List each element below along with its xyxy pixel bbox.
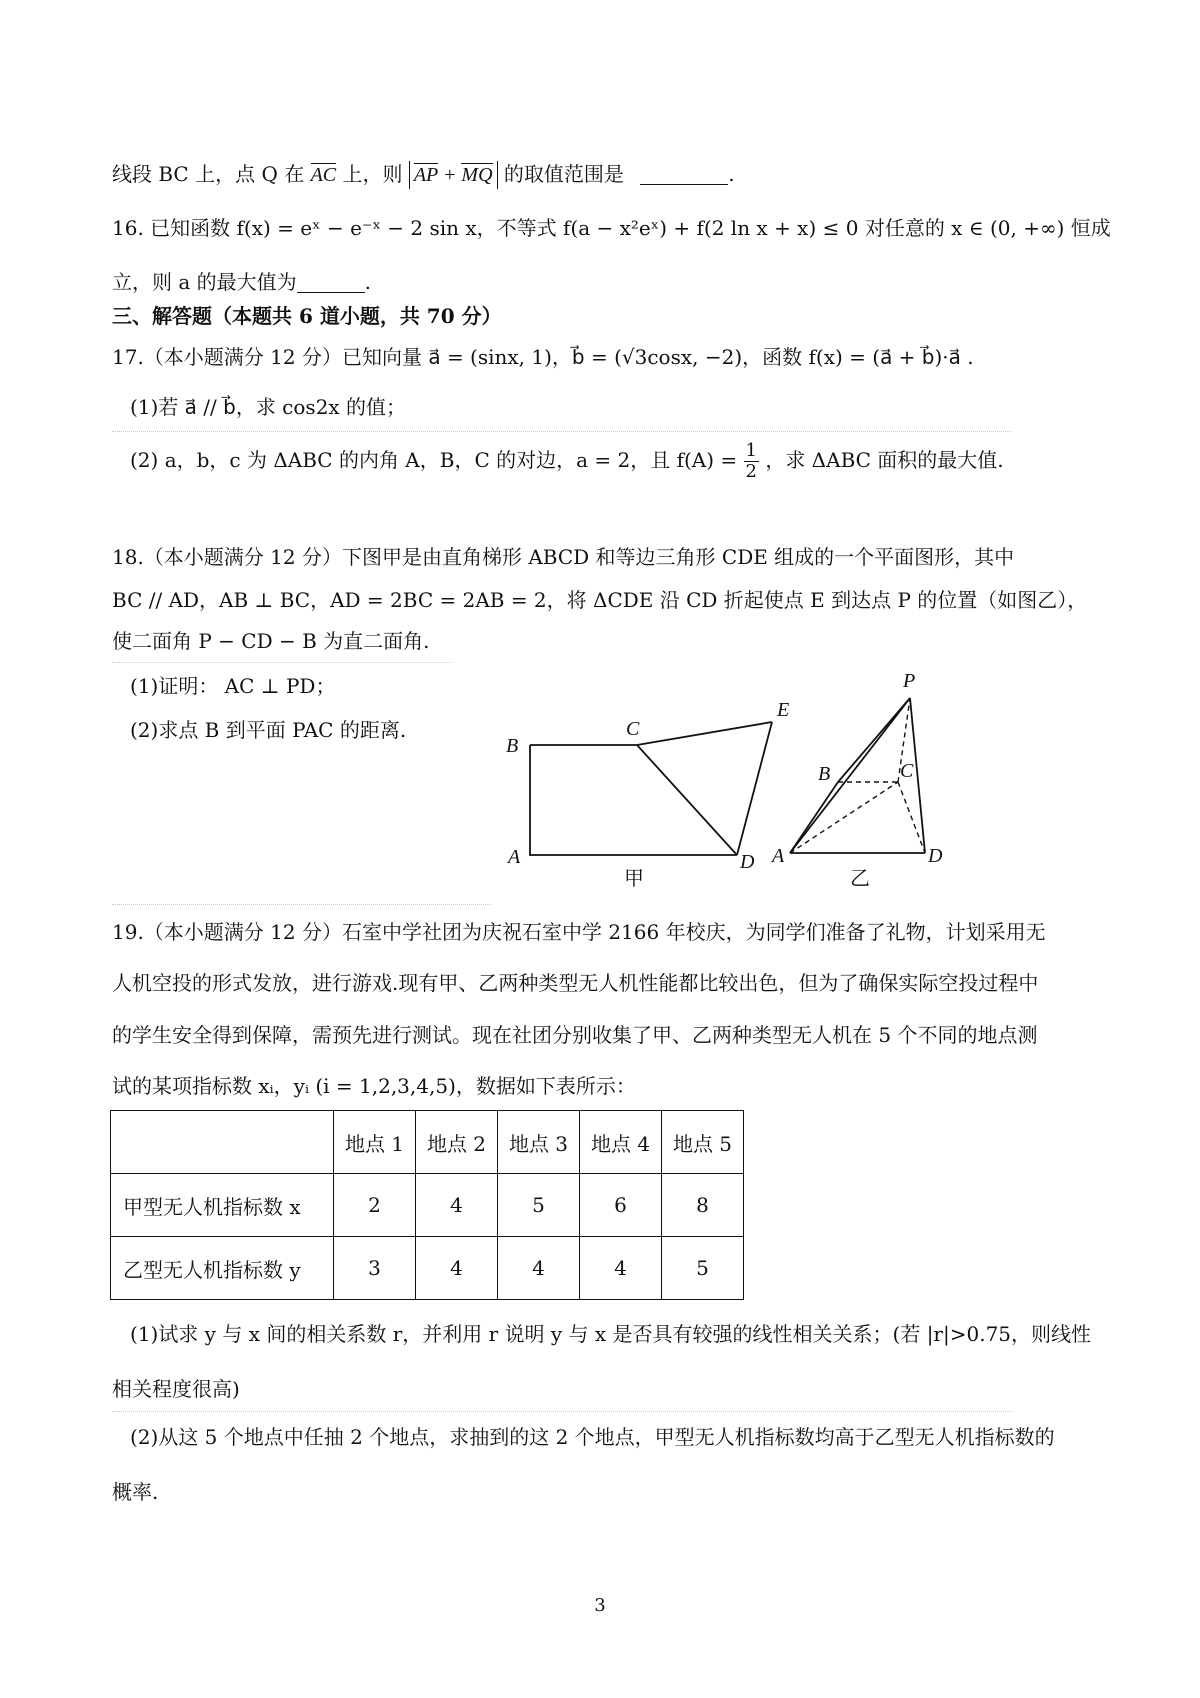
q16-line2: 立，则 a 的最大值为 .: [112, 270, 371, 294]
edge-ap: [790, 698, 910, 853]
q19-part1-line2: 相关程度很高): [112, 1377, 240, 1401]
fig1-label-c: C: [626, 718, 640, 740]
fig2-label-a: A: [772, 845, 785, 867]
q18-part2: (2)求点 B 到平面 PAC 的距离.: [130, 718, 407, 742]
table-cell: 4: [580, 1237, 662, 1300]
q18-part1: (1)证明： AC ⊥ PD；: [130, 674, 336, 698]
edge-ac-dashed: [790, 782, 898, 853]
q15-answer-blank[interactable]: [640, 164, 728, 185]
q19-part2-line1: (2)从这 5 个地点中任抽 2 个地点，求抽到的这 2 个地点，甲型无人机指标数均高于乙型无人机指标数的: [130, 1425, 1055, 1449]
trapezoid-ab-ad: [530, 745, 737, 855]
table-header-cell: [111, 1111, 334, 1174]
table-cell: 4: [416, 1237, 498, 1300]
table-header-cell: 地点 2: [416, 1111, 498, 1174]
q19-line1: 19.（本小题满分 12 分）石室中学社团为庆祝石室中学 2166 年校庆，为同学们准备了礼物，计划采用无: [112, 920, 1046, 944]
segment-cd: [637, 745, 737, 855]
q15-vector-abs: [409, 161, 498, 189]
q19-part2-line2: 概率.: [112, 1480, 159, 1504]
q16-line1: 16. 已知函数 f(x) = eˣ − e⁻ˣ − 2 sin x，不等式 f(a − x²eˣ) + f(2 ln x + x) ≤ 0 对任意的 x ∈ (0, +∞) 恒成: [112, 216, 1111, 240]
q15-vector-mq: MQ: [461, 164, 493, 186]
table-header-cell: 地点 1: [334, 1111, 416, 1174]
table-cell: 5: [498, 1174, 580, 1237]
fig2-caption: 乙: [850, 866, 870, 890]
figure-yi: [770, 665, 1050, 895]
table-row-label: 乙型无人机指标数 y: [111, 1237, 334, 1300]
q17-fraction-den: 2: [745, 461, 757, 482]
fig2-label-c: C: [900, 760, 914, 782]
table-header-cell: 地点 3: [498, 1111, 580, 1174]
table-header-row: [111, 1111, 744, 1174]
table-cell: 5: [662, 1237, 744, 1300]
table-cell: 4: [416, 1174, 498, 1237]
fig1-label-b: B: [506, 735, 519, 757]
table-cell: 2: [334, 1174, 416, 1237]
q18-line2: BC // AD，AB ⊥ BC，AD = 2BC = 2AB = 2，将 ΔCDE 沿 CD 折起使点 E 到达点 P 的位置（如图乙），: [112, 588, 1088, 612]
fig2-label-d: D: [928, 845, 943, 867]
q17-part2-prefix: (2) a，b，c 为 ΔABC 的内角 A，B，C 的对边，a = 2，且 f(A) =: [130, 448, 738, 472]
table-row: [111, 1174, 744, 1237]
q15-vector-ap: AP: [413, 164, 438, 186]
table-cell: 4: [498, 1237, 580, 1300]
q18-line1: 18.（本小题满分 12 分）下图甲是由直角梯形 ABCD 和等边三角形 CDE 组成的一个平面图形，其中: [112, 545, 1015, 569]
q15-tail: 线段 BC 上，点 Q 在 AC 上，则 AP + MQ 的取值范围是 .: [112, 160, 735, 189]
table-header-cell: 地点 5: [662, 1111, 744, 1174]
table-cell: 8: [662, 1174, 744, 1237]
q19-part1-line1: (1)试求 y 与 x 间的相关系数 r，并利用 r 说明 y 与 x 是否具有较强的线性相关关系；(若 |r|>0.75，则线性: [130, 1322, 1092, 1346]
q15-middle: 上，则: [342, 162, 403, 186]
table-row: [111, 1237, 744, 1300]
drone-data-table: [110, 1110, 744, 1300]
dotted-separator: [112, 1411, 1012, 1412]
q17-part1: (1)若 a⃗ // b⃗，求 cos2x 的值；: [130, 395, 407, 419]
table-cell: 6: [580, 1174, 662, 1237]
figure-jia: [500, 680, 800, 890]
q19-line3: 的学生安全得到保障，需预先进行测试。现在社团分别收集了甲、乙两种类型无人机在 5 个不同的地点测: [112, 1023, 1038, 1047]
q17-fraction: [744, 441, 759, 482]
fig1-caption: 甲: [624, 866, 644, 890]
fig2-label-b: B: [818, 763, 831, 785]
section-3-heading: 三、解答题（本题共 6 道小题，共 70 分）: [112, 304, 502, 328]
fig2-label-p: P: [903, 670, 916, 692]
dotted-separator: [112, 662, 452, 663]
q16-line2-text: 立，则 a 的最大值为: [112, 270, 297, 294]
fig1-label-a: A: [508, 846, 521, 868]
table-header-cell: 地点 4: [580, 1111, 662, 1174]
q17-part2-suffix: ，求 ΔABC 面积的最大值.: [765, 448, 1004, 472]
q16-answer-blank[interactable]: [297, 272, 365, 293]
q15-arc-ac: AC: [310, 164, 337, 186]
q19-line2: 人机空投的形式发放，进行游戏.现有甲、乙两种类型无人机性能都比较出色，但为了确保实际空投过程中: [112, 971, 1039, 995]
q15-suffix: 的取值范围是: [503, 162, 624, 186]
segment-ed: [737, 722, 772, 855]
q15-prefix: 线段 BC 上，点 Q 在: [112, 162, 305, 186]
q18-line3: 使二面角 P − CD − B 为直二面角.: [112, 629, 430, 653]
q17-part2: [130, 441, 1004, 482]
q17-stem: 17.（本小题满分 12 分）已知向量 a⃗ = (sinx, 1)，b⃗ = (√3cosx, −2)，函数 f(x) = (a⃗ + b⃗)·a⃗ .: [112, 345, 974, 369]
q17-fraction-num: 1: [745, 440, 757, 461]
dotted-separator: [112, 904, 492, 905]
page-number: 3: [594, 1595, 606, 1616]
dotted-separator: [112, 431, 1012, 432]
q15-plus: +: [442, 164, 457, 186]
q19-line4: 试的某项指标数 xᵢ，yᵢ (i = 1,2,3,4,5)，数据如下表所示：: [112, 1074, 636, 1098]
fig1-label-d: D: [740, 851, 755, 873]
table-cell: 3: [334, 1237, 416, 1300]
table-row-label: 甲型无人机指标数 x: [111, 1174, 334, 1237]
fig1-label-e: E: [777, 699, 790, 721]
segment-ce: [637, 722, 772, 745]
